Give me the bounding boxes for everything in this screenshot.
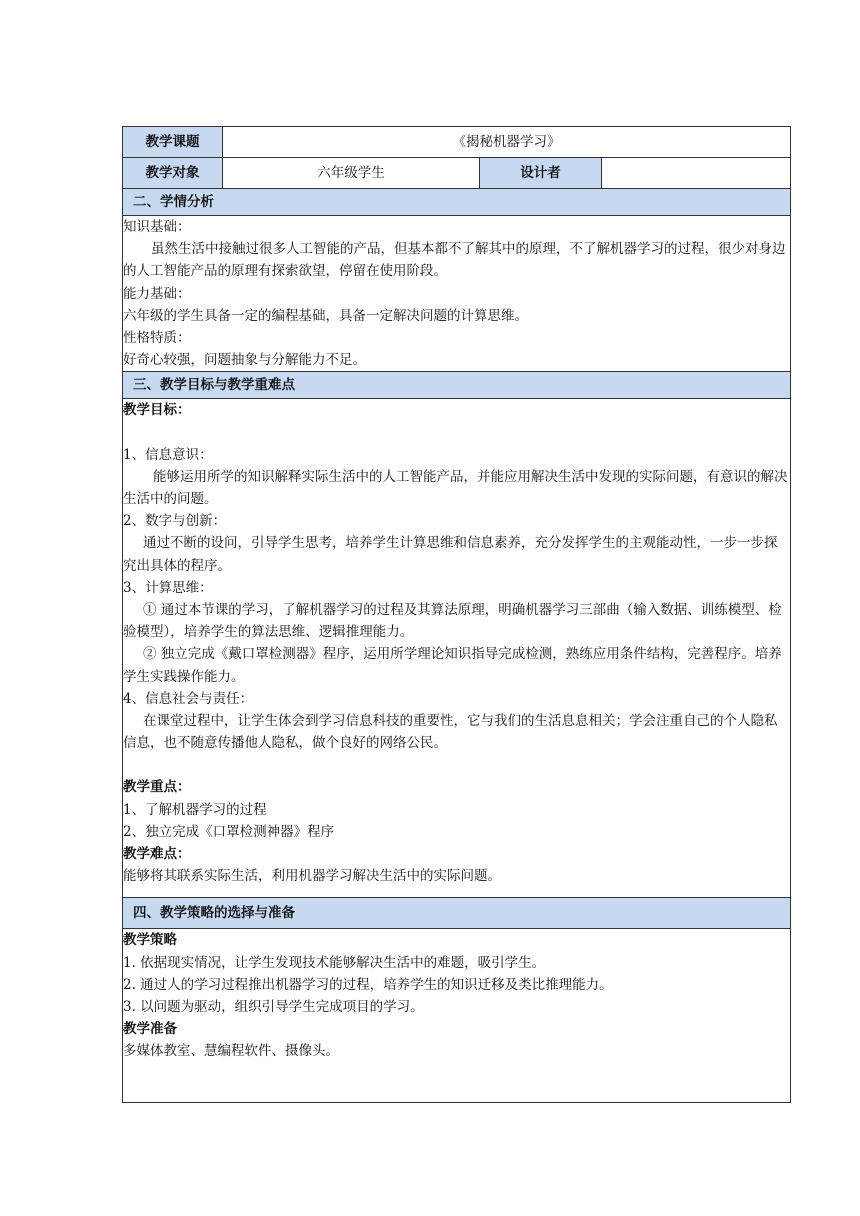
designer-label: 设计者 <box>480 158 602 189</box>
section2-header-row <box>123 189 791 216</box>
goals-label: 教学目标： <box>123 402 191 419</box>
section4-title: 四、教学策略的选择与准备 <box>123 898 791 929</box>
section3-body-row <box>123 399 791 898</box>
difficulty-text: 能够将其联系实际生活，利用机器学习解决生活中的实际问题。 <box>123 868 501 885</box>
section4-header-row <box>123 898 791 929</box>
topic-value: 《揭秘机器学习》 <box>223 127 791 158</box>
strategy-3: 3. 以问题为驱动，组织引导学生完成项目的学习。 <box>123 999 424 1016</box>
character-label: 性格特质： <box>123 330 191 347</box>
lesson-plan-table <box>122 126 791 1103</box>
section3-header-row <box>123 372 791 399</box>
character-text: 好奇心较强，问题抽象与分解能力不足。 <box>123 352 366 369</box>
preparation-text: 多媒体教室、慧编程软件、摄像头。 <box>123 1043 339 1060</box>
preparation-label: 教学准备 <box>123 1021 177 1038</box>
target-label: 教学对象 <box>123 158 223 189</box>
key-point-1: 1、了解机器学习的过程 <box>123 801 267 818</box>
strategy-2: 2. 通过人的学习过程推出机器学习的过程，培养学生的知识迁移及类比推理能力。 <box>123 976 613 993</box>
goal3-item2: ② 独立完成《戴口罩检测器》程序，运用所学理论知识指导完成检测，熟练应用条件结构，完善程序。培养学生实践操作能力。 <box>123 646 782 685</box>
section4-body-row <box>123 929 791 1103</box>
ability-text: 六年级的学生具备一定的编程基础，具备一定解决问题的计算思维。 <box>123 307 528 324</box>
row-topic <box>123 127 791 158</box>
designer-value <box>602 158 791 189</box>
key-point-2: 2、独立完成《口罩检测神器》程序 <box>123 823 335 840</box>
goal4-text: 在课堂过程中，让学生体会到学习信息科技的重要性，它与我们的生活息息相关；学会注重自己的个人隐私信息，也不随意传播他人隐私，做个良好的网络公民。 <box>123 713 778 752</box>
section4-body <box>123 929 791 1103</box>
goal3-title: 3、计算思维： <box>123 579 213 596</box>
section2-title: 二、学情分析 <box>123 189 791 216</box>
target-value: 六年级学生 <box>223 158 480 189</box>
strategy-1: 1. 依据现实情况，让学生发现技术能够解决生活中的难题，吸引学生。 <box>123 954 546 971</box>
knowledge-label: 知识基础： <box>123 219 191 235</box>
goal2-text: 通过不断的设问，引导学生思考，培养学生计算思维和信息素养，充分发挥学生的主观能动性，一步一步探究出具体的程序。 <box>123 535 778 574</box>
goal4-title: 4、信息社会与责任： <box>123 690 254 707</box>
section3-body <box>123 399 791 898</box>
lesson-plan-page <box>122 126 790 1103</box>
knowledge-text: 虽然生活中接触过很多人工智能的产品，但基本都不了解其中的原理，不了解机器学习的过程，很少对身边的人工智能产品的原理有探索欲望，停留在使用阶段。 <box>123 241 786 280</box>
strategy-label: 教学策略 <box>123 932 177 949</box>
row-target <box>123 158 791 189</box>
ability-label: 能力基础： <box>123 285 191 302</box>
section3-title: 三、教学目标与教学重难点 <box>123 372 791 399</box>
key-points-label: 教学重点： <box>123 779 191 796</box>
goal1-text: 能够运用所学的知识解释实际生活中的人工智能产品，并能应用解决生活中发现的实际问题，有意识的解决生活中的问题。 <box>123 468 788 508</box>
section2-body-row <box>123 216 791 372</box>
difficulty-label: 教学难点： <box>123 846 191 863</box>
goal2-title: 2、数字与创新： <box>123 513 227 530</box>
topic-label: 教学课题 <box>123 127 223 158</box>
goal3-item1: ① 通过本节课的学习，了解机器学习的过程及其算法原理，明确机器学习三部曲（输入数据、训练模型、检验模型），培养学生的算法思维、逻辑推理能力。 <box>123 602 782 641</box>
goal1-title: 1、信息意识： <box>123 446 213 463</box>
section2-body <box>123 216 791 372</box>
